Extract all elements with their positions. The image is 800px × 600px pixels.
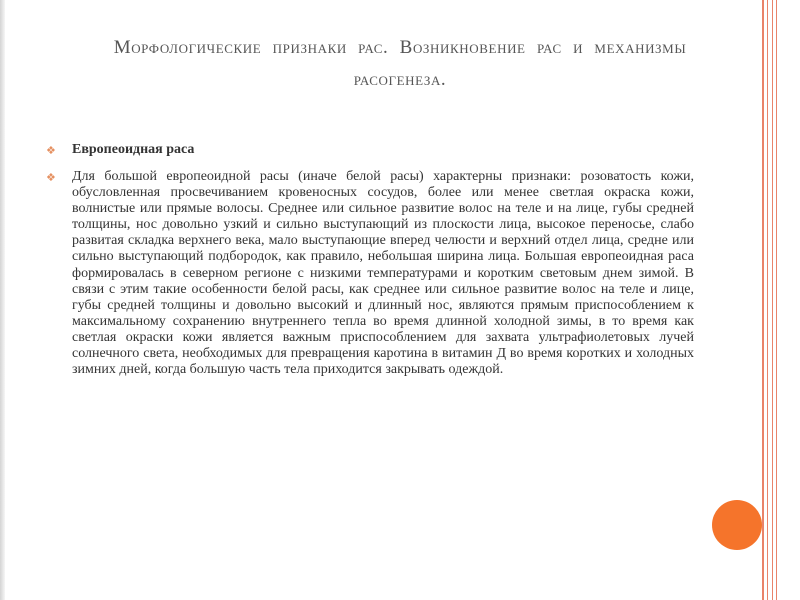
bullet-icon: ❖ bbox=[46, 144, 56, 157]
list-item-body bbox=[46, 169, 694, 378]
accent-circle bbox=[712, 500, 762, 550]
body-paragraph: Для большой европеоидной расы (иначе белой расы) характерны признаки: розоватость кожи, обусловленная просвечиванием кровеносных сосудов, более или менее светлая окраска кожи, волнистые или прямые волосы. Среднее или сильное развитие волос на теле и на лице, губы средней толщины, нос довольно узкий и сильно выступающий из плоскости лица, высокое переносье, слабо развитая складка верхнего века, мало выступающие вперед челюсти и верхний отдел лица, средне или сильно выступающий подбородок, как правило, небольшая ширина лица. Большая европеоидная раса формировалась в северном регионе с низкими температурами и коротким световым днем зимой. В связи с этим такие особенности белой расы, как среднее или сильное развитие волос на теле и лице, губы средней толщины и довольно высокий и длинный нос, являются прямым приспособлением к максимальному сохранению внутреннего тепла во время длинной холодной зимы, в то время как светлая окраски кожи является важным приспособлением для захвата ультрафиолетовых лучей солнечного света, необходимых для превращения каротина в витамин Д во время коротких и холодных зимних дней, когда большую часть тела приходится закрывать одеждой. bbox=[72, 169, 694, 378]
slide-title: Морфологические признаки рас. Возникновение рас и механизмы расогенеза. bbox=[113, 37, 687, 90]
section-heading: Европеоидная раса bbox=[72, 142, 195, 157]
content-area bbox=[46, 141, 694, 378]
left-edge-shadow bbox=[0, 0, 5, 600]
decorative-rail bbox=[762, 0, 764, 600]
list-item-heading bbox=[46, 141, 694, 159]
bullet-icon: ❖ bbox=[46, 171, 56, 184]
decorative-rail bbox=[767, 0, 768, 600]
decorative-rail bbox=[772, 0, 773, 600]
decorative-rail bbox=[776, 0, 777, 600]
